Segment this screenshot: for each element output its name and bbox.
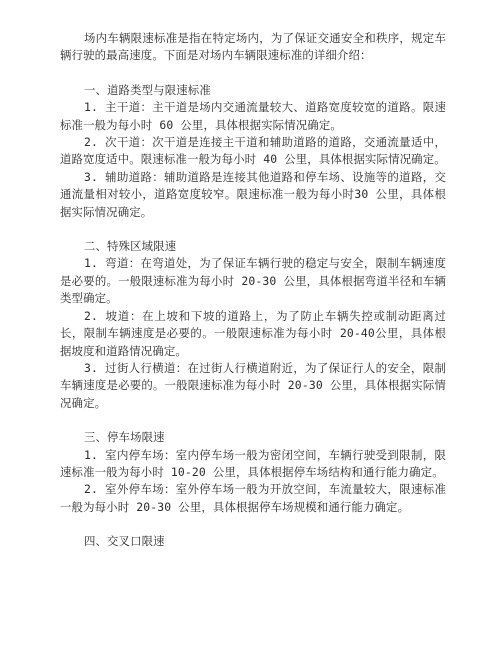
- list-item-curve: 1. 弯道：在弯道处，为了保证车辆行驶的稳定与安全，限制车辆速度是必要的。一般限速标准为每小时 20-30 公里，具体根据弯道半径和车辆类型确定。: [60, 256, 446, 306]
- section-heading-road-types: 一、道路类型与限速标准: [83, 82, 211, 97]
- spacer: [60, 412, 446, 429]
- section-heading-parking: 三、停车场限速: [83, 430, 165, 445]
- list-item-secondary-road: 2. 次干道：次干道是连接主干道和辅助道路的道路，交通流量适中，道路宽度适中。限速标准一般为每小时 40 公里，具体根据实际情况确定。: [60, 135, 446, 167]
- section-heading-special-areas: 二、特殊区域限速: [83, 239, 177, 254]
- spacer: [60, 516, 446, 533]
- spacer: [60, 65, 446, 82]
- list-item-outdoor-parking: 2. 室外停车场：室外停车场一般为开放空间，车流量较大，限速标准一般为每小时 20-30 公里，具体根据停车场规模和通行能力确定。: [60, 482, 446, 514]
- list-item-auxiliary-road: 3. 辅助道路：辅助道路是连接其他道路和停车场、设施等的道路，交通流量相对较小，道路宽度较窄。限速标准一般为每小时30 公里，具体根据实际情况确定。: [60, 169, 446, 219]
- section-heading-intersection: 四、交叉口限速: [83, 534, 165, 549]
- document-page: [60, 30, 446, 640]
- spacer: [60, 221, 446, 238]
- list-item-slope: 2. 坡道：在上坡和下坡的道路上，为了防止车辆失控或制动距离过长，限制车辆速度是必要的。一般限速标准为每小时 20-40公里，具体根据坡度和道路情况确定。: [60, 308, 446, 358]
- list-item-crosswalk: 3. 过街人行横道：在过街人行横道附近，为了保证行人的安全，限制车辆速度是必要的。一般限速标准为每小时 20-30 公里，具体根据实际情况确定。: [60, 360, 446, 410]
- list-item-indoor-parking: 1. 室内停车场：室内停车场一般为密闭空间，车辆行驶受到限制，限速标准一般为每小时 10-20 公里，具体根据停车场结构和通行能力确定。: [60, 447, 446, 479]
- intro-paragraph: 场内车辆限速标准是指在特定场内，为了保证交通安全和秩序，规定车辆行驶的最高速度。下面是对场内车辆限速标准的详细介绍：: [60, 31, 446, 63]
- list-item-main-road: 1. 主干道：主干道是场内交通流量较大、道路宽度较宽的道路。限速标准一般为每小时 60 公里，具体根据实际情况确定。: [60, 100, 446, 132]
